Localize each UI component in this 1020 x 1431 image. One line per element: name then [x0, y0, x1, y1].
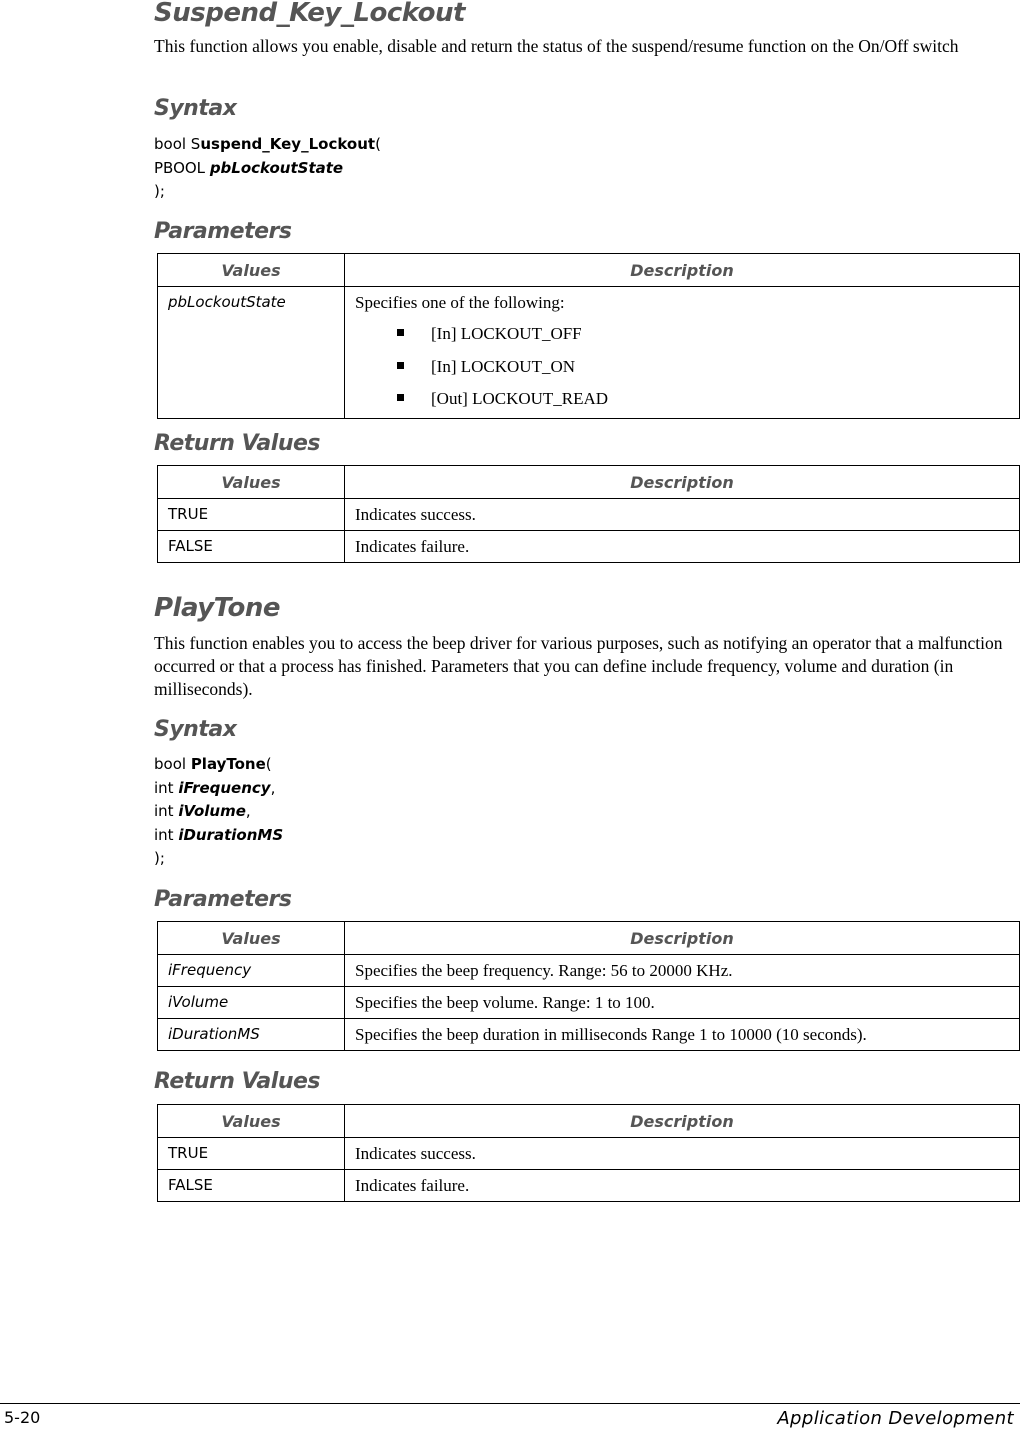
return-values-heading-2: Return Values [154, 1069, 320, 1094]
syntax-function-name: PlayTone [190, 755, 266, 773]
column-header-values: Values [158, 922, 345, 955]
return-value: FALSE [158, 1170, 345, 1202]
parameters-table-2 [157, 921, 1020, 1051]
table-row [158, 1138, 1020, 1170]
syntax-heading-1: Syntax [154, 96, 237, 121]
playtone-description: This function enables you to access the beep driver for various purposes, such as notifying an operator that a malfunction occurred or that a process has finished. Parameters that you can define include frequency, volume and duration (in milliseconds). [154, 633, 1003, 699]
section-title-playtone: PlayTone [154, 593, 281, 623]
table-row [158, 987, 1020, 1019]
param-description: Specifies the beep frequency. Range: 56 to 20000 KHz. [345, 955, 1020, 987]
syntax-param-name: iDurationMS [178, 825, 284, 844]
list-item: [In] LOCKOUT_ON [397, 351, 1009, 384]
syntax-separator: , [270, 778, 276, 797]
column-header-description: Description [345, 1105, 1020, 1138]
syntax-line [154, 753, 283, 777]
syntax-function-name: uspend_Key_Lockout [200, 135, 376, 153]
table-header-row [158, 466, 1020, 499]
syntax-line [154, 800, 283, 824]
syntax-param-type: int [154, 802, 179, 820]
syntax-return-type: bool [154, 755, 191, 773]
return-values-table-1 [157, 465, 1020, 563]
column-header-values: Values [158, 254, 345, 287]
syntax-paren: ( [265, 755, 272, 773]
param-description: Specifies the beep volume. Range: 1 to 100. [345, 987, 1020, 1019]
param-name: iDurationMS [158, 1019, 345, 1051]
section-title-suspend-key-lockout: Suspend_Key_Lockout [154, 0, 465, 28]
return-values-table-2 [157, 1104, 1020, 1202]
footer-divider [0, 1403, 1020, 1404]
return-description: Indicates failure. [345, 1170, 1020, 1202]
syntax-param-type: PBOOL [154, 158, 210, 177]
table-header-row [158, 254, 1020, 287]
return-value: TRUE [158, 499, 345, 531]
column-header-description: Description [345, 254, 1020, 287]
return-value: FALSE [158, 531, 345, 563]
list-item: [In] LOCKOUT_OFF [397, 318, 1009, 351]
param-description [345, 287, 1020, 419]
syntax-block-1 [154, 133, 381, 204]
table-header-row [158, 922, 1020, 955]
syntax-line [154, 157, 381, 181]
param-name: iVolume [158, 987, 345, 1019]
return-description: Indicates failure. [345, 531, 1020, 563]
table-row [158, 287, 1020, 419]
syntax-line [154, 824, 283, 848]
return-values-heading-1: Return Values [154, 431, 320, 456]
param-name: iFrequency [158, 955, 345, 987]
syntax-heading-2: Syntax [154, 717, 237, 742]
list-item: [Out] LOCKOUT_READ [397, 383, 1009, 416]
column-header-description: Description [345, 466, 1020, 499]
param-description: Specifies the beep duration in milliseconds Range 1 to 10000 (10 seconds). [345, 1019, 1020, 1051]
return-description: Indicates success. [345, 499, 1020, 531]
column-header-values: Values [158, 466, 345, 499]
syntax-param-name: pbLockoutState [209, 158, 344, 177]
syntax-param-name: iFrequency [178, 778, 271, 797]
table-row [158, 499, 1020, 531]
param-name: pbLockoutState [158, 287, 345, 419]
return-description: Indicates success. [345, 1138, 1020, 1170]
syntax-paren: ( [375, 135, 381, 153]
parameters-heading-2: Parameters [154, 887, 292, 912]
table-header-row [158, 1105, 1020, 1138]
syntax-line: ); [154, 182, 165, 200]
syntax-block-2 [154, 753, 283, 871]
syntax-param-type: int [154, 825, 179, 844]
syntax-param-type: int [154, 778, 179, 797]
option-list [355, 318, 1009, 416]
parameters-heading-1: Parameters [154, 219, 292, 244]
suspend-lockout-description: This function allows you enable, disable and return the status of the suspend/resume function on the On/Off switch [154, 36, 959, 56]
syntax-separator: , [245, 802, 251, 820]
table-row [158, 1170, 1020, 1202]
syntax-line [154, 777, 283, 801]
return-value: TRUE [158, 1138, 345, 1170]
table-row [158, 531, 1020, 563]
chapter-title: Application Development [777, 1408, 1014, 1429]
table-row [158, 1019, 1020, 1051]
syntax-param-name: iVolume [178, 802, 246, 820]
column-header-values: Values [158, 1105, 345, 1138]
table-row [158, 955, 1020, 987]
syntax-line [154, 133, 381, 157]
param-description-text: Specifies one of the following: [355, 293, 565, 312]
parameters-table-1 [157, 253, 1020, 419]
syntax-line: ); [154, 849, 165, 867]
column-header-description: Description [345, 922, 1020, 955]
page-number: 5-20 [4, 1408, 41, 1427]
syntax-return-type: bool S [154, 135, 201, 153]
